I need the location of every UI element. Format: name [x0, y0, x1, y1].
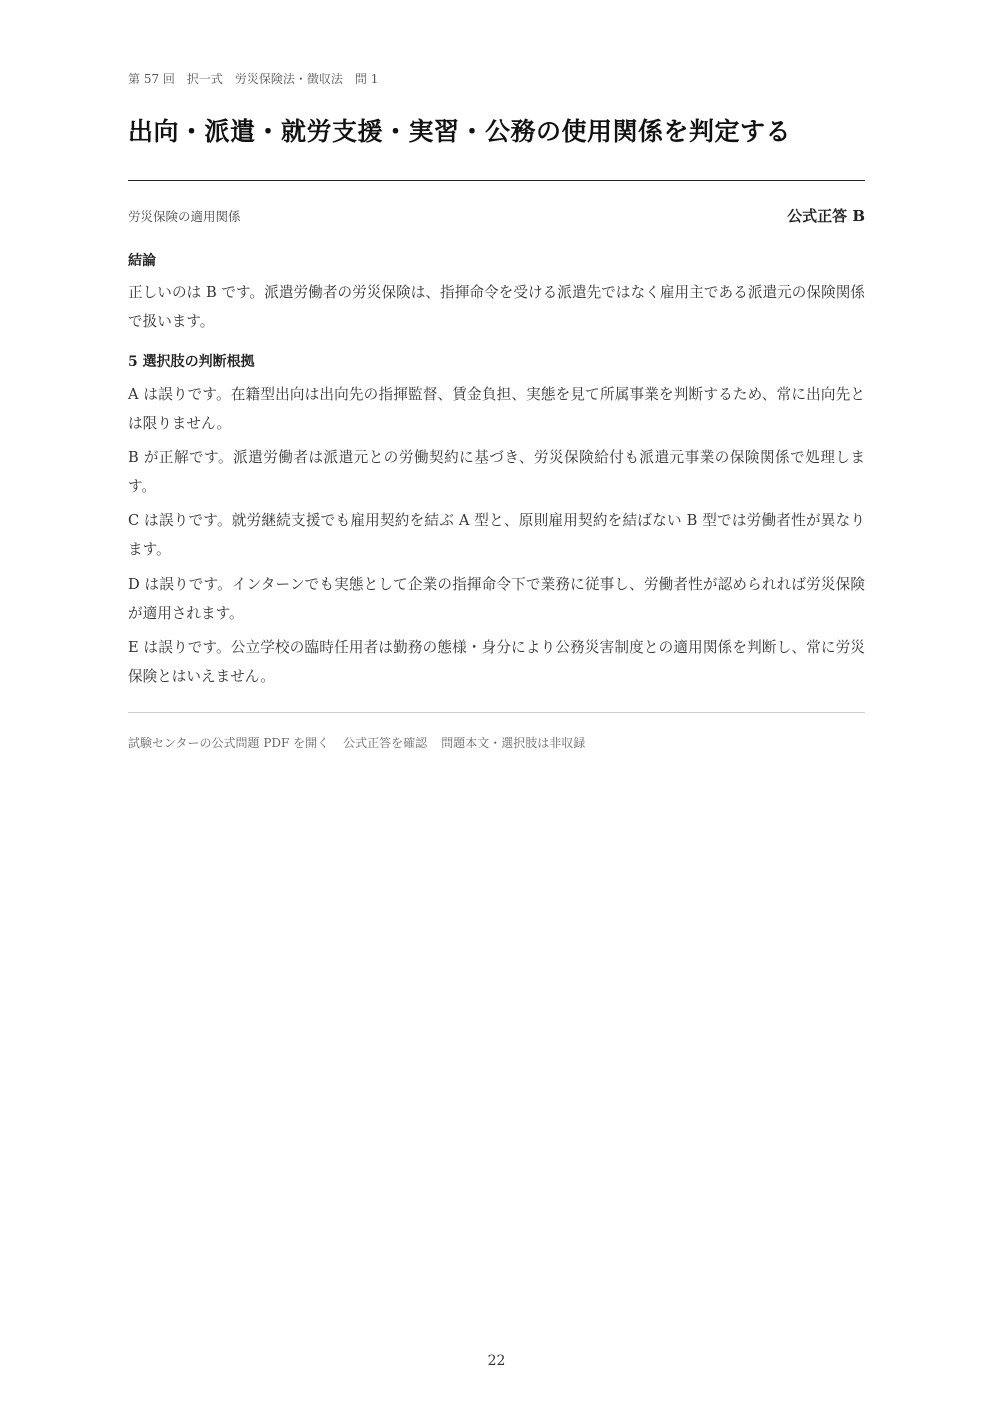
open-official-pdf-link[interactable]: 試験センターの公式問題 PDF を開く [128, 736, 330, 750]
footer-links [128, 734, 585, 751]
conclusion-heading: 結論 [128, 253, 156, 269]
meta-row [128, 205, 865, 227]
reason-item-e: E は誤りです。公立学校の臨時任用者は勤務の態様・身分により公務災害制度との適用関係を判断し、常に労災保険とはいえません。 [128, 639, 865, 685]
reason-item-b: B が正解です。派遣労働者は派遣元との労働契約に基づき、労災保険給付も派遣元事業の保険関係で処理します。 [128, 449, 865, 495]
reason-item-c: C は誤りです。就労継続支援でも雇用契約を結ぶ A 型と、原則雇用契約を結ばない B 型では労働者性が異なります。 [128, 512, 865, 558]
page-title: 出向・派遣・就労支援・実習・公務の使用関係を判定する [128, 117, 792, 146]
title-divider [128, 180, 865, 181]
reasons-heading: 5 選択肢の判断根拠 [128, 354, 255, 370]
conclusion-text: 正しいのは B です。派遣労働者の労災保険は、指揮命令を受ける派遣先ではなく雇用主である派遣元の保険関係で扱います。 [128, 284, 865, 330]
exam-series-label: 第 57 回 択一式 労災保険法・徴収法 問 1 [128, 72, 379, 86]
reason-item-d: D は誤りです。インターンでも実態として企業の指揮命令下で業務に従事し、労働者性が認められれば労災保険が適用されます。 [128, 576, 865, 622]
omission-note: 問題本文・選択肢は非収録 [441, 736, 586, 750]
check-official-answer-link[interactable]: 公式正答を確認 [343, 736, 428, 750]
footer-divider [128, 712, 865, 713]
reason-item-a: A は誤りです。在籍型出向は出向先の指揮監督、賃金負担、実態を見て所属事業を判断するため、常に出向先とは限りません。 [128, 386, 865, 432]
page-number: 22 [487, 1353, 506, 1369]
category-label: 労災保険の適用関係 [128, 209, 241, 224]
official-answer: 公式正答 B [787, 207, 865, 225]
